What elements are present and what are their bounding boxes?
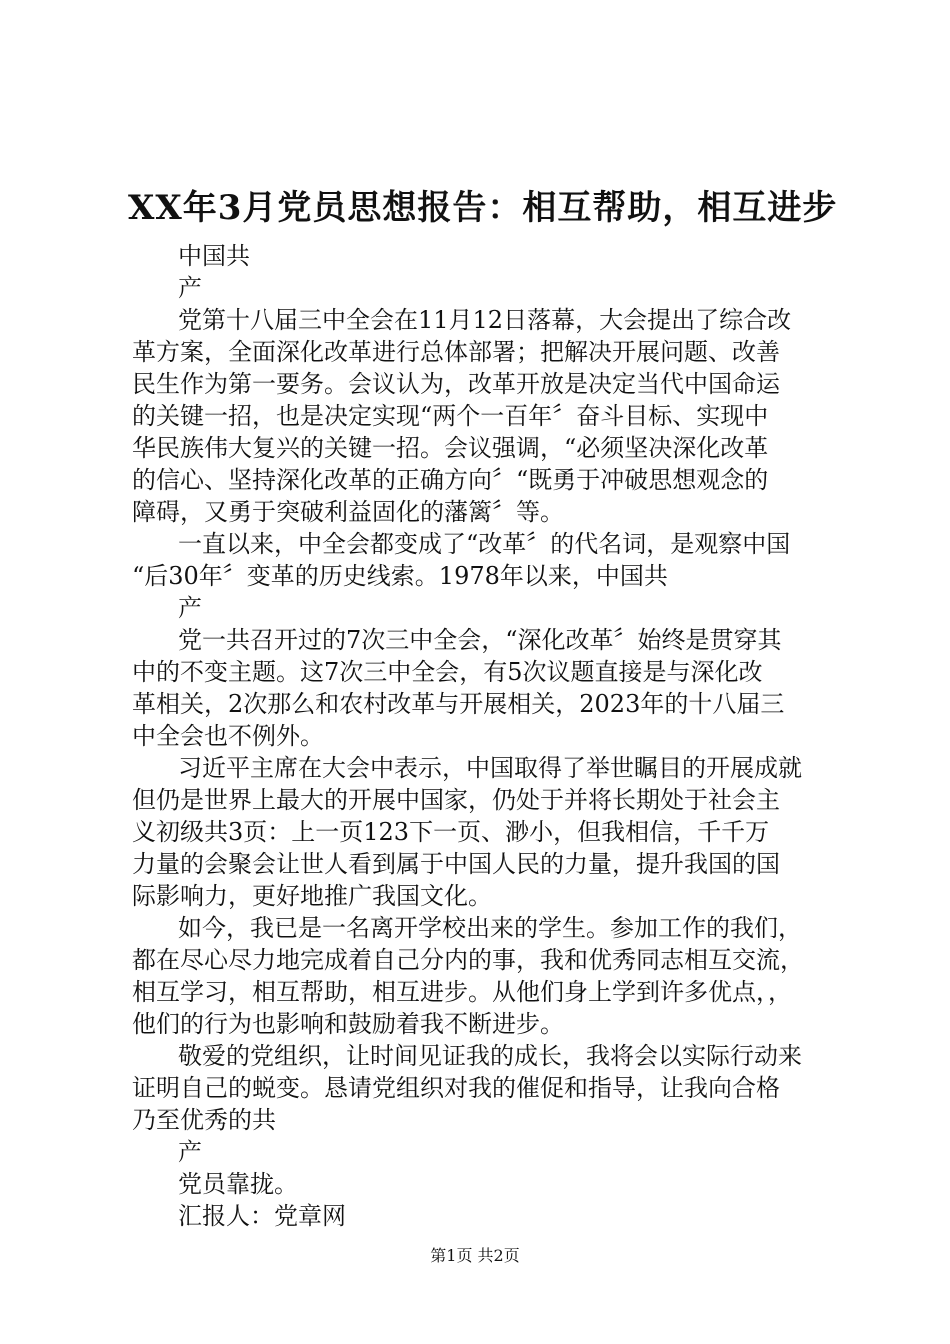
body-line: 如今，我已是一名离开学校出来的学生。参加工作的我们， [178,914,802,942]
body-line: 力量的会聚会让世人看到属于中国人民的力量，提升我国的国 [132,850,780,878]
body-line: 中的不变主题。这7次三中全会，有5次议题直接是与深化改 [132,658,763,686]
body-line: “后30年〞变革的历史线索。1978年以来，中国共 [132,562,668,590]
body-line: 中全会也不例外。 [132,722,324,750]
body-line: 但仍是世界上最大的开展中国家，仍处于并将长期处于社会主 [132,786,780,814]
body-line: 一直以来，中全会都变成了“改革〞的代名词，是观察中国 [178,530,791,558]
body-line: 际影响力，更好地推广我国文化。 [132,882,492,910]
body-line: 义初级共3页：上一页123下一页、渺小，但我相信，千千万 [132,818,770,846]
page-footer: 第1页 共2页 [430,1246,520,1265]
document-body [132,240,838,1232]
body-line: 革相关，2次那么和农村改革与开展相关，2023年的十八届三 [132,690,785,718]
body-line: 敬爱的党组织，让时间见证我的成长，我将会以实际行动来 [178,1042,802,1070]
body-line: 中国共 [178,242,250,270]
document-title: XX年3月党员思想报告：相互帮助，相互进步 [128,188,838,228]
body-line: 党第十八届三中全会在11月12日落幕，大会提出了综合改 [178,306,792,334]
body-line: 民生作为第一要务。会议认为，改革开放是决定当代中国命运 [132,370,780,398]
body-line: 革方案，全面深化改革进行总体部署；把解决开展问题、改善 [132,338,780,366]
body-line: 汇报人：党章网 [178,1202,346,1230]
body-line: 乃至优秀的共 [132,1106,276,1134]
body-line: 党一共召开过的7次三中全会，“深化改革〞始终是贯穿其 [178,626,782,654]
body-line: 他们的行为也影响和鼓励着我不断进步。 [132,1010,564,1038]
body-line: 证明自己的蜕变。恳请党组织对我的催促和指导，让我向合格 [132,1074,780,1102]
body-line: 华民族伟大复兴的关键一招。会议强调，“必须坚决深化改革 [132,434,769,462]
body-line: 产 [178,1138,202,1166]
body-line: 习近平主席在大会中表示，中国取得了举世瞩目的开展成就 [178,754,802,782]
body-line: 产 [178,274,202,302]
body-line: 障碍，又勇于突破利益固化的藩篱〞等。 [132,498,564,526]
body-line: 的信心、坚持深化改革的正确方向〞“既勇于冲破思想观念的 [132,466,769,494]
body-line: 相互学习，相互帮助，相互进步。从他们身上学到许多优点，， [132,978,792,1006]
body-line: 党员靠拢。 [178,1170,298,1198]
body-line: 的关键一招，也是决定实现“两个一百年〞奋斗目标、实现中 [132,402,769,430]
body-line: 产 [178,594,202,622]
body-line: 都在尽心尽力地完成着自己分内的事，我和优秀同志相互交流， [132,946,804,974]
